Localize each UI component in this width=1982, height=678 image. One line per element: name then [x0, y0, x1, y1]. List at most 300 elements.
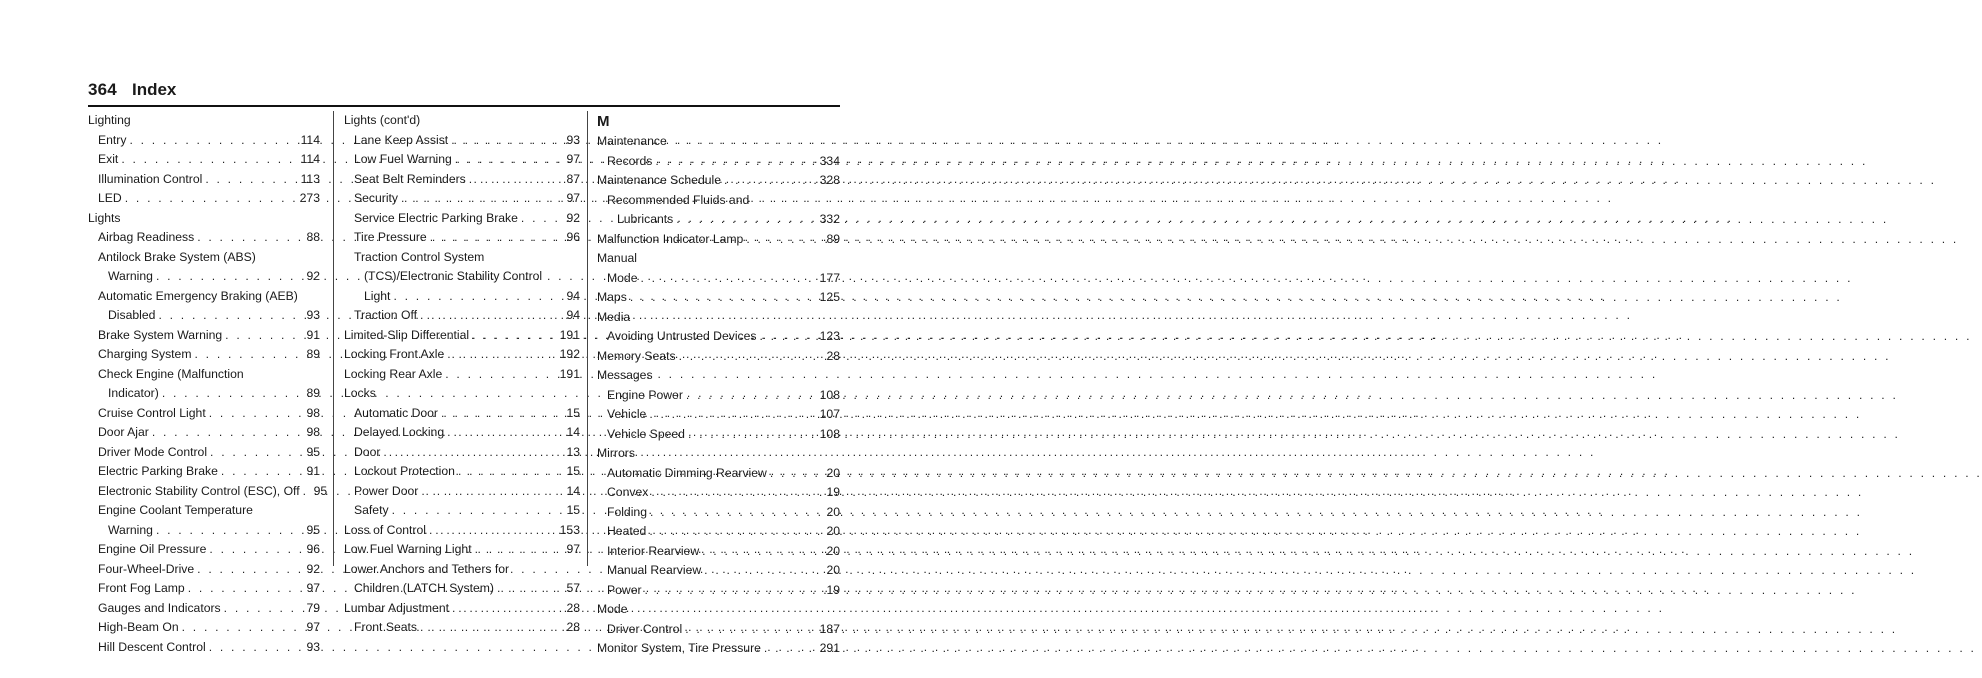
- page-reference: 97: [566, 152, 580, 166]
- entry-text: Low Fuel Warning Light: [344, 542, 472, 556]
- dot-leader: [649, 522, 823, 542]
- entry-text: Limited-Slip Differential: [344, 327, 470, 342]
- entry-text: Traction Control System: [354, 249, 485, 264]
- entry-text: Locking Rear Axle: [344, 366, 443, 381]
- entry-text: Engine Power: [607, 387, 683, 402]
- index-entry: [88, 111, 320, 131]
- index-subentry: [344, 579, 580, 599]
- dot-leader: [641, 269, 817, 289]
- entry-text: Mode: [607, 270, 638, 285]
- header-rule: [88, 105, 840, 107]
- page-reference: 19: [826, 485, 840, 499]
- dot-leader: [209, 638, 304, 658]
- dot-leader: [125, 189, 297, 209]
- entry-text: Vehicle Speed: [607, 426, 685, 441]
- entry-text: Illumination Control: [98, 171, 203, 186]
- dot-leader: [760, 327, 817, 347]
- index-subentry: [597, 386, 840, 406]
- entry-text: Lubricants: [617, 212, 674, 226]
- dot-leader: [162, 384, 304, 404]
- page-reference: 108: [819, 387, 840, 402]
- page-reference: 14: [566, 483, 580, 498]
- index-subentry: [597, 405, 840, 425]
- entry-text: Service Electric Parking Brake: [354, 210, 518, 225]
- dot-leader: [452, 599, 563, 619]
- entry-text: Light: [364, 288, 391, 303]
- page-reference: 97: [566, 191, 580, 205]
- entry-text: Power: [607, 582, 642, 597]
- page-reference: 96: [566, 230, 580, 244]
- entry-text: Lighting: [88, 113, 131, 127]
- page-reference: 91: [306, 464, 320, 478]
- entry-text: Warning: [108, 269, 153, 283]
- dot-leader: [188, 579, 304, 599]
- entry-text: Hill Descent Control: [98, 639, 206, 654]
- entry-text: Driver Mode Control: [98, 444, 208, 459]
- index-column-3: [597, 111, 840, 659]
- index-subentry: [597, 269, 840, 289]
- entry-text: Lane Keep Assist: [354, 132, 449, 147]
- entry-text: Warning: [108, 522, 153, 537]
- index-subentry: [344, 248, 580, 268]
- index-entry: [597, 308, 840, 328]
- index-subentry: [597, 561, 840, 581]
- entry-text: Automatic Door: [354, 405, 438, 420]
- entry-text: Interior Rearview: [607, 543, 700, 558]
- index-subentry: [597, 464, 840, 484]
- entry-text: Mode: [597, 602, 628, 616]
- page-reference: 20: [826, 563, 840, 577]
- index-entry: [344, 111, 580, 131]
- page-reference: 19: [826, 582, 840, 597]
- dot-leader: [451, 131, 563, 151]
- index-subentry: [344, 501, 580, 521]
- index-entry: [344, 521, 580, 541]
- dot-leader: [447, 345, 556, 365]
- dot-leader: [121, 150, 297, 170]
- entry-text: Messages: [597, 368, 653, 382]
- dot-leader: [221, 462, 304, 482]
- page-reference: 328: [819, 173, 840, 187]
- entry-text: Electronic Stability Control (ESC), Off: [98, 483, 300, 498]
- index-entry: [88, 209, 320, 229]
- dot-leader: [685, 620, 816, 640]
- page-reference: 95: [313, 483, 328, 498]
- entry-text: Convex: [607, 485, 649, 499]
- dot-leader: [497, 579, 563, 599]
- index-subentry: [344, 228, 580, 248]
- index-subentry: [344, 423, 580, 443]
- entry-text: Folding: [607, 504, 647, 519]
- entry-text: Charging System: [98, 347, 192, 361]
- index-subentry: [88, 638, 320, 658]
- index-subentry: [88, 248, 320, 268]
- dot-leader: [458, 462, 563, 482]
- index-subentry: [597, 191, 840, 211]
- dot-leader: [650, 503, 823, 523]
- entry-text: Locks: [344, 386, 376, 400]
- dot-leader: [686, 386, 817, 406]
- entry-text: High-Beam On: [98, 620, 179, 634]
- dot-leader: [421, 482, 563, 502]
- dot-leader: [194, 345, 303, 365]
- entry-text: Engine Coolant Temperature: [98, 503, 253, 517]
- entry-text: Check Engine (Malfunction: [98, 366, 244, 381]
- entry-text: Lumbar Adjustment: [344, 600, 450, 615]
- index-subentry: [344, 131, 580, 151]
- page-reference: 191: [559, 327, 580, 342]
- page-reference: 113: [300, 171, 320, 186]
- index-subentry: [597, 581, 840, 601]
- page-reference: 95: [306, 522, 320, 537]
- page-reference: 57: [566, 581, 580, 595]
- dot-leader: [152, 423, 304, 443]
- index-subentry: [88, 326, 320, 346]
- entry-text: Door Ajar: [98, 425, 149, 439]
- page-reference: 15: [566, 405, 580, 420]
- entry-text: Disabled: [108, 308, 156, 322]
- section-letter: M: [597, 113, 610, 130]
- index-subentry: [88, 501, 320, 521]
- dot-leader: [630, 288, 817, 308]
- entry-text: Manual: [597, 251, 637, 265]
- entry-text: Indicator): [108, 386, 159, 400]
- index-subentry: [344, 267, 580, 287]
- index-subentry: [597, 210, 840, 230]
- page-reference: 273: [299, 191, 320, 205]
- dot-leader: [469, 170, 564, 190]
- index-subentry: [88, 267, 320, 287]
- index-subentry: [88, 345, 320, 365]
- page-reference: 332: [819, 212, 840, 226]
- entry-text: Mirrors: [597, 446, 635, 460]
- dot-leader: [420, 618, 563, 638]
- entry-text: Cruise Control Light: [98, 405, 206, 420]
- index-subentry: [344, 404, 580, 424]
- dot-leader: [209, 540, 303, 560]
- entry-text: Maps: [597, 290, 627, 304]
- dot-leader: [429, 521, 557, 541]
- dot-leader: [209, 404, 304, 424]
- index-subentry: [88, 560, 320, 580]
- index-subentry: [88, 599, 320, 619]
- entry-text: Children (LATCH System): [354, 581, 494, 595]
- page-reference: 92: [566, 210, 580, 225]
- entry-text: Power Door: [354, 483, 419, 498]
- page-reference: 114: [300, 132, 320, 147]
- page-reference: 14: [566, 425, 580, 439]
- index-subentry: [88, 404, 320, 424]
- entry-text: Media: [597, 309, 631, 324]
- dot-leader: [472, 326, 557, 346]
- index-subentry: [88, 462, 320, 482]
- entry-text: Airbag Readiness: [98, 230, 195, 244]
- dot-leader: [303, 482, 311, 502]
- page-title: Index: [131, 80, 177, 99]
- index-subentry: [88, 384, 320, 404]
- page-reference: 92: [306, 561, 320, 576]
- index-entry: [344, 365, 580, 385]
- page-reference: 91: [306, 327, 320, 342]
- dot-leader: [182, 618, 304, 638]
- index-subentry: [597, 425, 840, 445]
- index-entry: [344, 560, 580, 580]
- dot-leader: [447, 423, 563, 443]
- dot-leader: [645, 581, 824, 601]
- entry-text: Driver Control: [607, 621, 683, 636]
- page-reference: 192: [559, 347, 580, 361]
- index-subentry: [344, 189, 580, 209]
- entry-text: Exit: [98, 152, 119, 166]
- entry-text: Heated: [607, 524, 647, 538]
- dot-leader: [704, 561, 823, 581]
- entry-text: Memory Seats: [597, 348, 676, 363]
- index-entry: [597, 249, 840, 269]
- index-subentry: [597, 620, 840, 640]
- page-reference: 89: [826, 231, 840, 246]
- entry-text: Lower Anchors and Tethers for: [344, 561, 510, 576]
- dot-leader: [651, 483, 823, 503]
- entry-text: Malfunction Indicator Lamp: [597, 231, 744, 246]
- index-column-2: [344, 111, 580, 638]
- dot-leader: [156, 521, 304, 541]
- index-entry: [597, 639, 840, 659]
- index-subentry: [344, 618, 580, 638]
- entry-text: Maintenance Schedule: [597, 173, 721, 187]
- page-reference: 94: [566, 288, 580, 303]
- entry-text: Lights: [88, 210, 121, 225]
- page-reference: 20: [826, 465, 840, 480]
- page-reference: 20: [826, 524, 840, 538]
- page-reference: 114: [300, 152, 320, 166]
- dot-leader: [441, 404, 563, 424]
- entry-text: Records: [607, 153, 653, 168]
- page-reference: 98: [306, 425, 320, 439]
- dot-leader: [383, 443, 563, 463]
- entry-text: Seat Belt Reminders: [354, 171, 466, 186]
- page-reference: 108: [819, 426, 840, 441]
- entry-text: Automatic Emergency Braking (AEB): [98, 288, 298, 303]
- page-reference: 93: [306, 639, 320, 654]
- entry-text: (TCS)/Electronic Stability Control: [364, 269, 543, 283]
- dot-leader: [197, 228, 303, 248]
- page-reference: 97: [306, 581, 320, 595]
- entry-text: Tire Pressure: [354, 230, 427, 244]
- entry-text: Recommended Fluids and: [607, 192, 750, 207]
- page-reference: 187: [819, 621, 840, 636]
- index-subentry: [88, 443, 320, 463]
- page-reference: 20: [826, 543, 840, 558]
- page-reference: 89: [306, 386, 320, 400]
- dot-leader: [688, 425, 817, 445]
- entry-text: Gauges and Indicators: [98, 600, 221, 615]
- page-reference: 15: [566, 464, 580, 478]
- index-subentry: [597, 503, 840, 523]
- entry-text: Front Seats: [354, 620, 417, 634]
- page-reference: 87: [566, 171, 580, 186]
- entry-text: Locking Front Axle: [344, 347, 445, 361]
- index-entry: [344, 540, 580, 560]
- index-subentry: [88, 618, 320, 638]
- entry-text: Vehicle: [607, 407, 647, 421]
- index-entry: [597, 366, 840, 386]
- index-subentry: [597, 483, 840, 503]
- dot-leader: [197, 560, 303, 580]
- page-reference: 79: [306, 600, 320, 615]
- page-reference: 94: [566, 308, 580, 322]
- index-entry: [344, 384, 580, 404]
- dot-leader: [724, 171, 817, 191]
- entry-text: Front Fog Lamp: [98, 581, 185, 595]
- page-number: 364: [88, 80, 117, 99]
- entry-text: Traction Off: [354, 308, 417, 322]
- page-reference: 28: [566, 600, 580, 615]
- entry-text: Delayed Locking: [354, 425, 445, 439]
- dot-leader: [210, 443, 303, 463]
- dot-leader: [770, 464, 824, 484]
- page-reference: 15: [566, 503, 580, 517]
- dot-leader: [392, 501, 564, 521]
- index-subentry: [344, 443, 580, 463]
- entry-text: Maintenance: [597, 134, 667, 148]
- index-subentry: [88, 189, 320, 209]
- entry-text: Engine Oil Pressure: [98, 542, 207, 556]
- index-subentry: [88, 228, 320, 248]
- index-subentry: [88, 365, 320, 385]
- page-header: [88, 80, 176, 106]
- index-entry: [344, 599, 580, 619]
- dot-leader: [475, 540, 564, 560]
- dot-leader: [764, 639, 817, 659]
- dot-leader: [702, 542, 823, 562]
- page-reference: 93: [306, 308, 320, 322]
- index-entry: [597, 600, 840, 620]
- entry-text: Monitor System, Tire Pressure: [597, 641, 761, 655]
- index-entry: [597, 230, 840, 250]
- index-subentry: [88, 150, 320, 170]
- page-reference: 96: [306, 542, 320, 556]
- page-reference: 291: [819, 641, 840, 655]
- index-subentry: [88, 423, 320, 443]
- index-subentry: [88, 540, 320, 560]
- dot-leader: [205, 170, 297, 190]
- index-subentry: [88, 170, 320, 190]
- index-subentry: [597, 327, 840, 347]
- index-column-1: [88, 111, 328, 657]
- dot-leader: [649, 405, 816, 425]
- index-entry: [597, 347, 840, 367]
- entry-text: Automatic Dimming Rearview: [607, 465, 767, 480]
- dot-leader: [225, 326, 303, 346]
- entry-text: Antilock Brake System (ABS): [98, 249, 256, 264]
- entry-text: Safety: [354, 503, 389, 517]
- index-subentry: [344, 209, 580, 229]
- index-subentry: [344, 170, 580, 190]
- page-reference: 89: [306, 347, 320, 361]
- dot-leader: [679, 347, 824, 367]
- dot-leader: [224, 599, 304, 619]
- index-entry: [344, 326, 580, 346]
- index-subentry: [88, 306, 320, 326]
- index-subentry: [344, 287, 580, 307]
- index-subentry: [88, 131, 320, 151]
- page-reference: 88: [306, 230, 320, 244]
- entry-text: Four-Wheel-Drive: [98, 561, 195, 576]
- index-entry: [597, 132, 840, 152]
- entry-text: Brake System Warning: [98, 327, 223, 342]
- page-reference: 97: [566, 542, 580, 556]
- dot-leader: [129, 131, 297, 151]
- entry-text: Lights (cont'd): [344, 113, 421, 127]
- entry-text: LED: [98, 191, 122, 205]
- dot-leader: [430, 228, 564, 248]
- entry-text: Entry: [98, 132, 127, 147]
- dot-leader: [455, 150, 564, 170]
- index-subentry: [344, 462, 580, 482]
- page-reference: 98: [306, 405, 320, 420]
- index-subentry: [344, 150, 580, 170]
- page-reference: 153: [559, 522, 580, 537]
- entry-text: Loss of Control: [344, 522, 426, 537]
- dot-leader: [655, 152, 816, 172]
- index-subentry: [597, 542, 840, 562]
- entry-text: Low Fuel Warning: [354, 152, 452, 166]
- page-reference: 13: [566, 444, 580, 459]
- page-reference: 97: [306, 620, 320, 634]
- dot-leader: [746, 230, 823, 250]
- index-subentry: [344, 482, 580, 502]
- page-reference: 177: [819, 270, 840, 285]
- entry-text: Avoiding Untrusted Devices: [607, 329, 757, 343]
- index-subentry: [344, 306, 580, 326]
- page-reference: 28: [826, 348, 840, 363]
- page-reference: 95: [306, 444, 320, 459]
- page-reference: 334: [819, 153, 840, 168]
- page-reference: 107: [819, 407, 840, 421]
- entry-text: Lockout Protection: [354, 464, 455, 478]
- page-reference: 20: [826, 504, 840, 519]
- page-reference: 191: [559, 366, 580, 381]
- entry-text: Electric Parking Brake: [98, 464, 218, 478]
- dot-leader: [445, 365, 556, 385]
- entry-text: Door: [354, 444, 381, 459]
- entry-text: Manual Rearview: [607, 563, 702, 577]
- index-subentry: [597, 522, 840, 542]
- dot-leader: [521, 209, 564, 229]
- entry-text: Security: [354, 191, 399, 205]
- dot-leader: [158, 306, 303, 326]
- page-reference: 125: [819, 290, 840, 304]
- dot-leader: [420, 306, 563, 326]
- index-entry: [597, 171, 840, 191]
- page-reference: 92: [306, 269, 320, 283]
- index-entry: [597, 288, 840, 308]
- dot-leader: [401, 189, 563, 209]
- column-divider-2: [587, 111, 588, 566]
- page-reference: 28: [566, 620, 580, 634]
- column-divider-1: [333, 111, 334, 566]
- index-entry: [597, 444, 840, 464]
- dot-leader: [393, 287, 563, 307]
- index-subentry: [88, 521, 320, 541]
- page-reference: 123: [819, 329, 840, 343]
- index-entry: [344, 345, 580, 365]
- dot-leader: [156, 267, 304, 287]
- dot-leader: [676, 210, 816, 230]
- index-subentry: [88, 579, 320, 599]
- index-subentry: [597, 152, 840, 172]
- page-reference: 93: [566, 132, 580, 147]
